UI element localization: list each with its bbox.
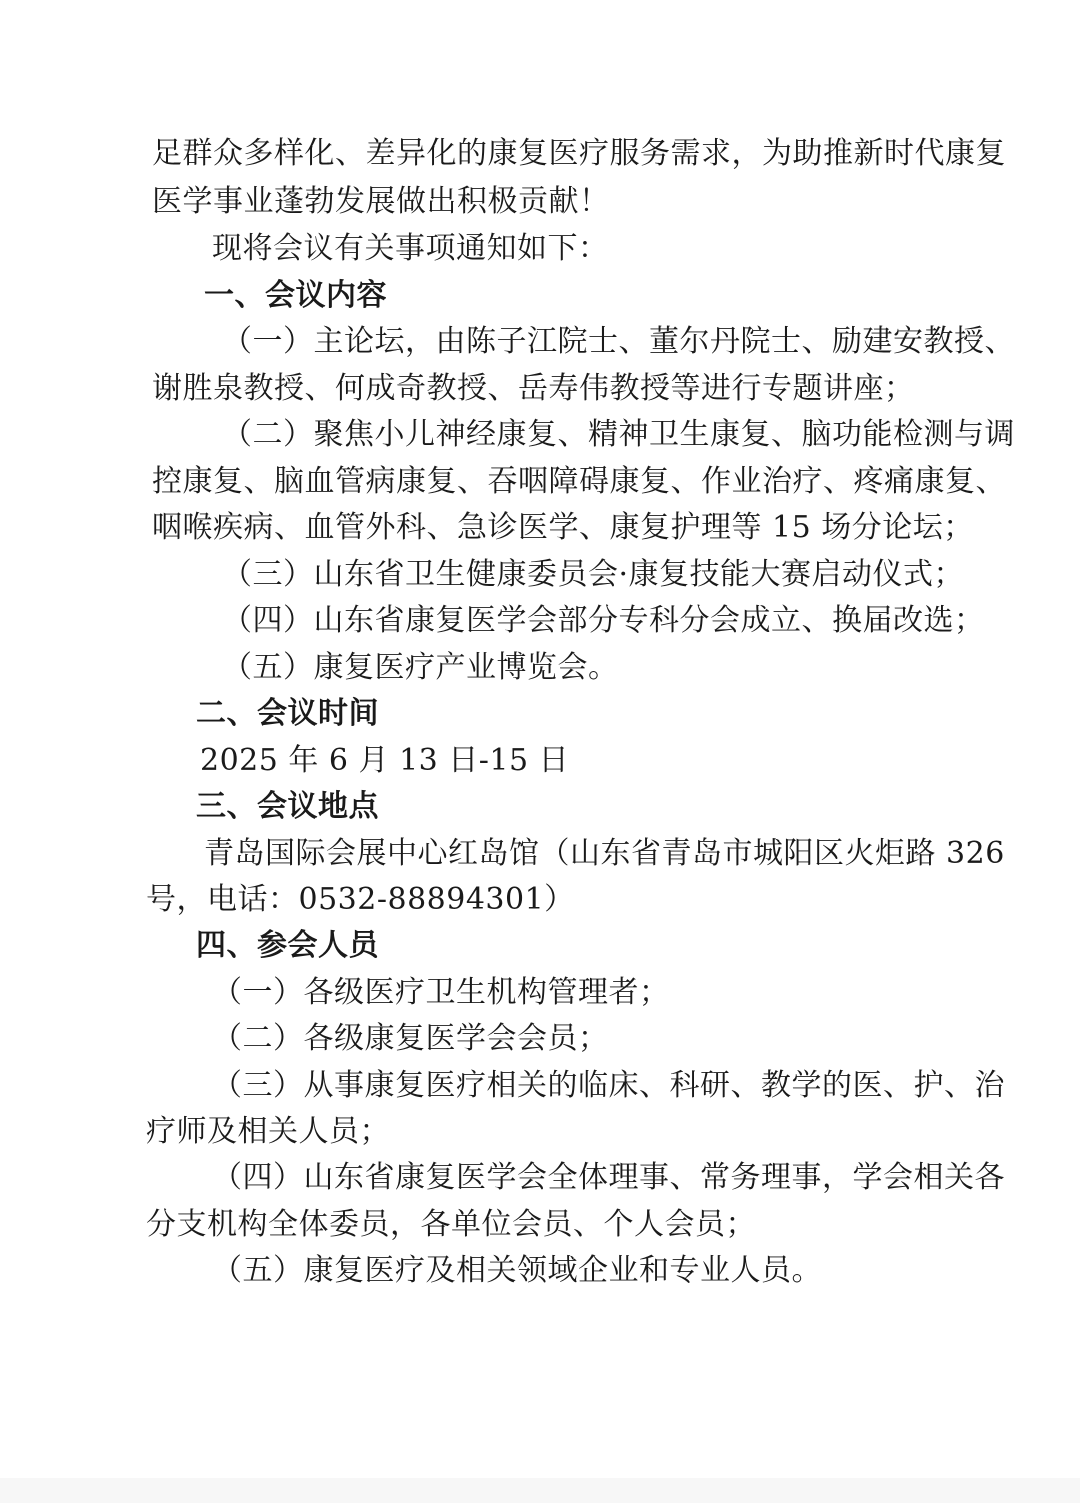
section-heading-content: 一、会议内容 <box>204 278 387 313</box>
list-item-continuation: 分支机构全体委员，各单位会员、个人会员； <box>146 1207 756 1242</box>
list-item: （五）康复医疗产业博览会。 <box>222 650 619 685</box>
list-item: （一）各级医疗卫生机构管理者； <box>212 975 670 1010</box>
meeting-date: 2025 年 6 月 13 日-15 日 <box>200 743 570 778</box>
section-heading-attendees: 四、参会人员 <box>196 928 379 963</box>
section-heading-time: 二、会议时间 <box>196 696 379 731</box>
list-item: （三）从事康复医疗相关的临床、科研、教学的医、护、治 <box>212 1068 1005 1103</box>
list-item-continuation: 咽喉疾病、血管外科、急诊医学、康复护理等 15 场分论坛； <box>152 510 974 545</box>
paragraph-line: 医学事业蓬勃发展做出积极贡献！ <box>152 184 610 219</box>
meeting-phone: 号，电话：0532-88894301） <box>146 882 575 917</box>
intro-line: 现将会议有关事项通知如下： <box>212 231 609 266</box>
list-item: （五）康复医疗及相关领域企业和专业人员。 <box>212 1253 822 1288</box>
list-item: （三）山东省卫生健康委员会·康复技能大赛启动仪式； <box>222 557 965 592</box>
list-item: （四）山东省康复医学会全体理事、常务理事，学会相关各 <box>212 1160 1005 1195</box>
list-item-continuation: 谢胜泉教授、何成奇教授、岳寿伟教授等进行专题讲座； <box>152 371 915 406</box>
paragraph-line: 足群众多样化、差异化的康复医疗服务需求，为助推新时代康复 <box>152 136 1006 171</box>
list-item: （二）聚焦小儿神经康复、精神卫生康复、脑功能检测与调 <box>222 417 1015 452</box>
list-item: （一）主论坛，由陈子江院士、董尔丹院士、励建安教授、 <box>222 324 1015 359</box>
meeting-address: 青岛国际会展中心红岛馆（山东省青岛市城阳区火炬路 326 <box>204 836 1005 871</box>
list-item-continuation: 疗师及相关人员； <box>146 1114 390 1149</box>
list-item: （二）各级康复医学会会员； <box>212 1021 609 1056</box>
page-bottom-edge <box>0 1478 1080 1503</box>
section-heading-location: 三、会议地点 <box>196 789 379 824</box>
list-item-continuation: 控康复、脑血管病康复、吞咽障碍康复、作业治疗、疼痛康复、 <box>152 464 1006 499</box>
list-item: （四）山东省康复医学会部分专科分会成立、换届改选； <box>222 603 985 638</box>
